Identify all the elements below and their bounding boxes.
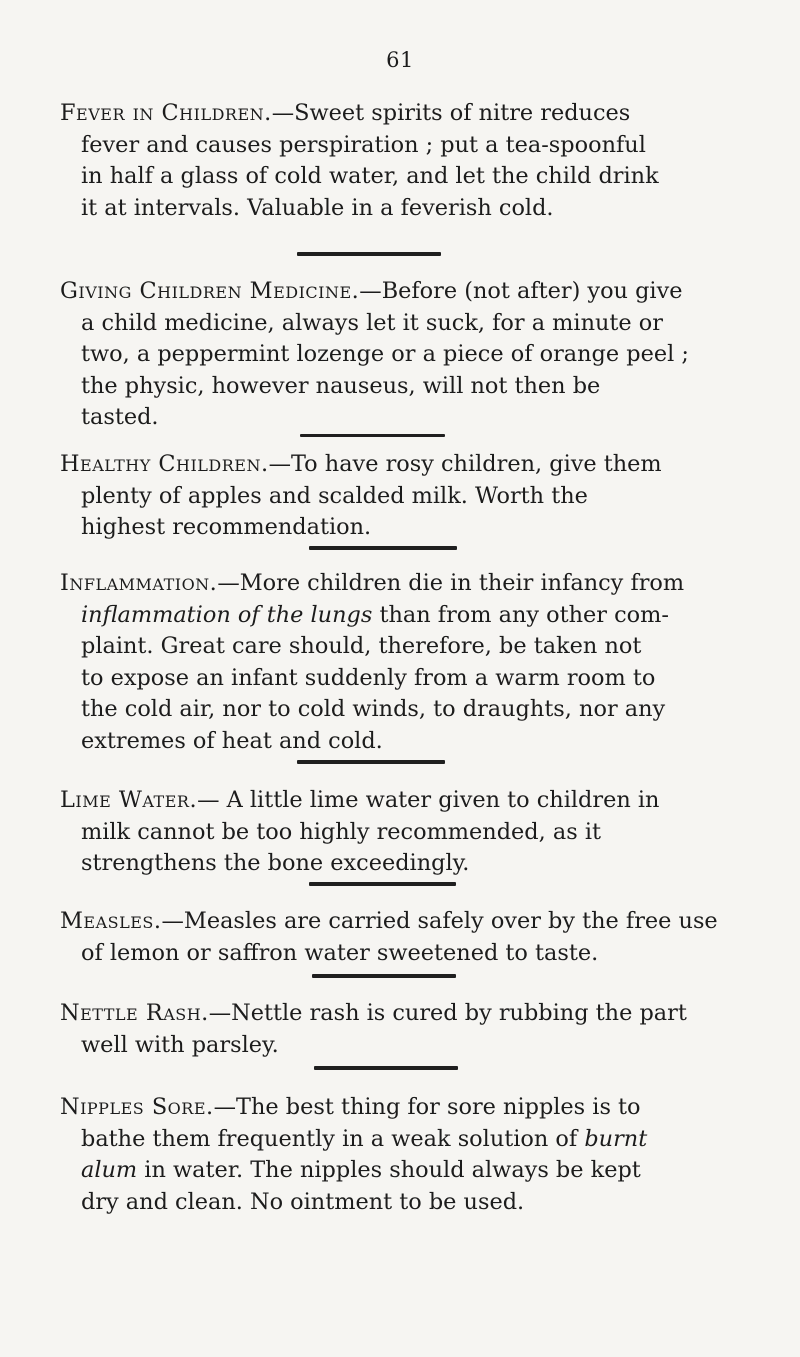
- entry-lime-water: [60, 785, 750, 880]
- entry-heading: Nettle Rash.: [60, 1000, 209, 1026]
- entry-text: —Sweet spirits of nitre reduces: [271, 100, 631, 126]
- section-divider: [314, 1066, 458, 1070]
- entry-text: it at intervals. Valuable in a feverish cold.: [81, 194, 554, 221]
- entry-text: to expose an infant suddenly from a warm room to: [81, 664, 656, 691]
- entry-text: highest recommendation.: [81, 514, 372, 540]
- section-divider: [309, 882, 456, 886]
- entry-text: milk cannot be too highly recommended, as it: [81, 818, 601, 845]
- entry-text: —More children die in their infancy from: [217, 570, 685, 596]
- entry-text: fever and causes perspiration ; put a tea-spoonful: [81, 131, 646, 158]
- entry-nipples-sore: [60, 1092, 750, 1218]
- entry-heading: Lime Water.: [60, 787, 198, 813]
- entry-heading: Healthy Children.: [60, 451, 269, 477]
- entry-text: —Before (not after) you give: [359, 278, 683, 304]
- section-divider: [297, 760, 445, 764]
- entry-text: well with parsley.: [81, 1031, 279, 1058]
- entry-fever-in-children: [60, 98, 750, 224]
- entry-nettle-rash: [60, 998, 750, 1061]
- entry-text: the cold air, nor to cold winds, to draughts, nor any: [81, 696, 666, 722]
- section-divider: [300, 434, 445, 437]
- entry-text: plenty of apples and scalded milk. Worth the: [81, 482, 588, 509]
- entry-heading: Nipples Sore.: [60, 1094, 214, 1120]
- entry-text: two, a peppermint lozenge or a piece of orange peel ;: [81, 341, 689, 367]
- entry-text: in water. The nipples should always be kept: [137, 1157, 641, 1183]
- section-divider: [297, 252, 441, 256]
- section-divider: [312, 974, 456, 978]
- entry-text: dry and clean. No ointment to be used.: [81, 1188, 525, 1215]
- entry-text: tasted.: [81, 404, 159, 430]
- section-divider: [309, 546, 457, 550]
- page-number: 61: [386, 48, 414, 72]
- entry-heading: Giving Children Medicine.: [60, 278, 360, 304]
- entry-italic-text: alum: [81, 1157, 138, 1183]
- entry-text: —Nettle rash is cured by rubbing the part: [208, 1000, 687, 1026]
- entry-text: plaint. Great care should, therefore, be taken not: [81, 633, 642, 659]
- entry-text: bathe them frequently in a weak solution of: [81, 1125, 585, 1152]
- entry-heading: Measles.: [60, 908, 162, 934]
- entry-text: —Measles are carried safely over by the free use: [161, 908, 718, 934]
- entry-text: — A little lime water given to children in: [197, 787, 660, 813]
- entry-text: —To have rosy children, give them: [268, 451, 662, 477]
- entry-text: than from any other com-: [372, 601, 669, 628]
- entry-text: of lemon or saffron water sweetened to taste.: [81, 939, 599, 966]
- entry-text: in half a glass of cold water, and let the child drink: [81, 163, 659, 189]
- entry-italic-text: burnt: [584, 1125, 648, 1152]
- entry-text: —The best thing for sore nipples is to: [213, 1094, 641, 1120]
- entry-text: the physic, however nauseus, will not then be: [81, 372, 601, 399]
- entry-text: extremes of heat and cold.: [81, 727, 383, 754]
- entry-heading: Inflammation.: [60, 570, 218, 596]
- entry-italic-text: inflammation of the lungs: [81, 601, 373, 628]
- entry-giving-children-medicine: [60, 276, 750, 434]
- entry-text: a child medicine, always let it suck, for a minute or: [81, 309, 663, 336]
- entry-inflammation: [60, 568, 750, 757]
- entry-measles: [60, 906, 750, 969]
- entry-text: strengthens the bone exceedingly.: [81, 850, 470, 876]
- entry-heading: Fever in Children.: [60, 100, 272, 126]
- entry-healthy-children: [60, 449, 750, 544]
